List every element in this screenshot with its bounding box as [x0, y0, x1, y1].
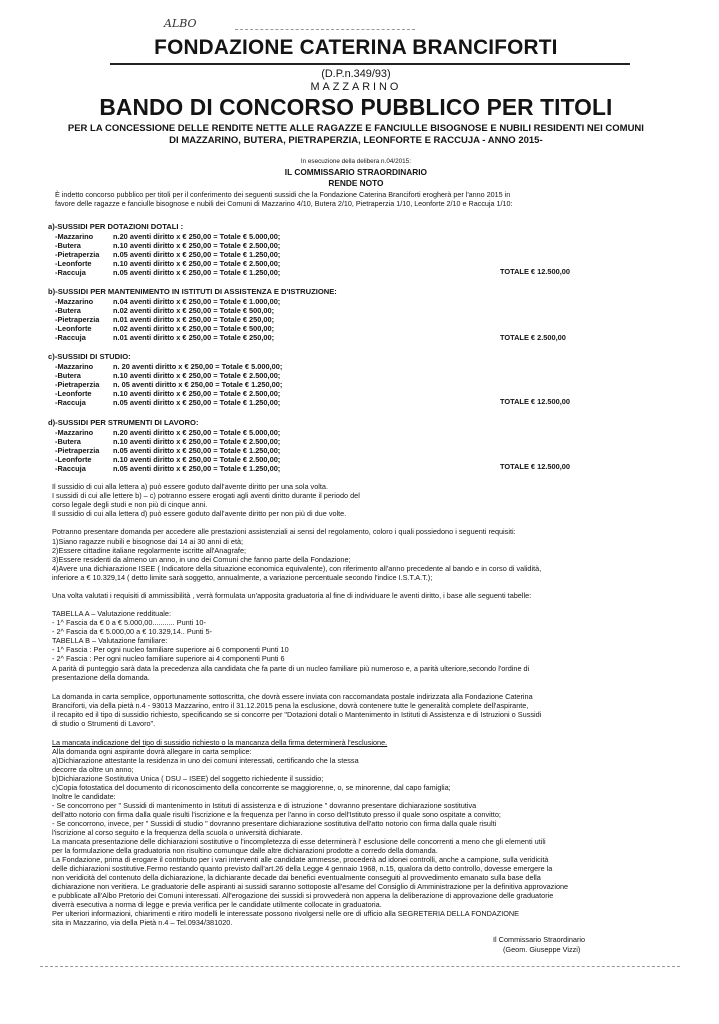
row-amount: n. 05 aventi diritto x € 250,00 = Totale € 1.250,00; [113, 380, 283, 389]
subsidy-row [55, 333, 274, 342]
town-name: -Butera [55, 371, 81, 380]
attachment-line: Inoltre le candidate: [52, 792, 116, 801]
row-amount: n. 20 aventi diritto x € 250,00 = Totale € 5.000,00; [113, 362, 283, 371]
table-a-title: TABELLA A – Valutazione reddituale: [52, 609, 171, 618]
subsidy-row [55, 297, 280, 306]
town-name: -Pietraperzia [55, 250, 100, 259]
execution-note: In esecuzione della delibera n.04/2015: [300, 158, 411, 165]
note-line: Il sussidio di cui alla lettera a) può essere goduto dall'avente diritto per una sola volta. [52, 482, 328, 491]
subsidy-row [55, 389, 280, 398]
requirements-intro: Potranno presentare domanda per accedere alle prestazioni assistenziali ai sensi del regolamento, coloro i quali possiedono i seguenti requisiti: [52, 527, 516, 536]
table-b-title: TABELLA B – Valutazione familiare: [52, 636, 168, 645]
row-amount: n.04 aventi diritto x € 250,00 = Totale € 1.000,00; [113, 297, 281, 306]
attachment-line: diverrà esecutiva a norma di legge e previa verifica per le candidate utilmente collocate in graduatoria. [52, 900, 382, 909]
attachment-line: delle dichiarazioni sostitutive.Fermo restando quanto previsto dall'art.26 della Legge 4 gennaio 1968, n.15, qualora da detto controllo, dovesse emergere la [52, 864, 553, 873]
attachment-line: - Se concorrono per " Sussidi di mantenimento in Istituti di assistenza e di istruzione " dovranno presentare dichiarazione sostitutiva [52, 801, 477, 810]
subsidy-row [55, 250, 280, 259]
handwritten-note: ALBO [164, 17, 197, 30]
subsidy-row [55, 324, 274, 333]
row-amount: n.10 aventi diritto x € 250,00 = Totale € 2.500,00; [113, 455, 281, 464]
requirement-item: 3)Essere residenti da almeno un anno, in uno dei Comuni che fanno parte della Fondazione; [52, 555, 351, 564]
subsidy-row [55, 315, 274, 324]
requirement-item: 4)Avere una dichiarazione ISEE ( Indicatore della situazione economica equivalente), con riferimento all'anno precedente al bando e in corso di validità, [52, 564, 542, 573]
foundation-name: FONDAZIONE CATERINA BRANCIFORTI [154, 36, 558, 59]
attachment-line: decorre da oltre un anno; [52, 765, 134, 774]
section-total: TOTALE € 12.500,00 [500, 267, 570, 276]
subsidy-row [55, 464, 280, 473]
town-name: -Mazzarino [55, 362, 94, 371]
tie-break-rule: A parità di punteggio sarà data la precedenza alla candidata che fa parte di un nucleo familiare più numeroso e, a parità ulteriore,secondo l'ordine di [52, 664, 530, 673]
row-amount: n.02 aventi diritto x € 250,00 = Totale € 500,00; [113, 306, 275, 315]
row-amount: n.05 aventi diritto x € 250,00 = Totale € 1.250,00; [113, 250, 281, 259]
requirement-item: 2)Essere cittadine italiane regolarmente iscritte all'Anagrafe; [52, 546, 247, 555]
attachment-line: b)Dichiarazione Sostitutiva Unica ( DSU – ISEE) del soggetto richiedente il sussidio; [52, 774, 324, 783]
row-amount: n.20 aventi diritto x € 250,00 = Totale € 5.000,00; [113, 232, 281, 241]
table-b-row: - 2^ Fascia : Per ogni nucleo familiare superiore ai 4 componenti Punti 6 [52, 654, 285, 663]
town-name: -Raccuja [55, 398, 86, 407]
note-line: Il sussidio di cui alla lettera d) può essere goduto dall'avente diritto per non più di due volte. [52, 509, 347, 518]
subsidy-row [55, 259, 280, 268]
town-name: -Pietraperzia [55, 446, 100, 455]
application-text: La domanda in carta semplice, opportunamente sottoscritta, che dovrà essere inviata con raccomandata postale indirizzata alla Fondazione Caterina [52, 692, 533, 701]
requirement-item: 1)Siano ragazze nubili e bisognose dai 14 ai 30 anni di età; [52, 537, 244, 546]
subsidy-row [55, 380, 282, 389]
row-amount: n.02 aventi diritto x € 250,00 = Totale € 500,00; [113, 324, 275, 333]
city-name: MAZZARINO [310, 81, 402, 93]
application-text: di studio o Strumenti di Lavoro". [52, 719, 156, 728]
attachment-line: a)Dichiarazione attestante la residenza in uno dei comuni interessati, certificando che la stessa [52, 756, 359, 765]
row-amount: n.05 aventi diritto x € 250,00 = Totale € 1.250,00; [113, 398, 281, 407]
section-title: d)-SUSSIDI PER STRUMENTI DI LAVORO: [48, 418, 199, 427]
section-title: b)-SUSSIDI PER MANTENIMENTO IN ISTITUTI DI ASSISTENZA E D'ISTRUZIONE: [48, 287, 337, 296]
exclusion-heading: La mancata indicazione del tipo di sussidio richiesto o la mancanza della firma determinerà l'esclusione. [52, 738, 388, 747]
section-total: TOTALE € 12.500,00 [500, 397, 570, 406]
attachment-line: dell'atto notorio con firma dalla quale risulti l'iscrizione e la frequenza per l'anno in corso dell'Istituto presso il quale sono ospitate a convitto; [52, 810, 501, 819]
note-line: I sussidi di cui alle lettere b) – c) potranno essere erogati agli aventi diritto durante il periodo del [52, 491, 360, 500]
town-name: -Butera [55, 241, 81, 250]
signature-role: Il Commissario Straordinario [493, 935, 586, 944]
tie-break-rule: presentazione della domanda. [52, 673, 150, 682]
application-text: il recapito ed il tipo di sussidio richiesto, specificando se si concorre per "Dotazioni dotali o Mantenimento in Istituti di Assistenza e di Istruzioni o Sussidi [52, 710, 542, 719]
row-amount: n.05 aventi diritto x € 250,00 = Totale € 1.250,00; [113, 268, 281, 277]
subtitle-line-1: PER LA CONCESSIONE DELLE RENDITE NETTE ALLE RAGAZZE E FANCIULLE BISOGNOSE E NUBILI RESIDENTI NEI COMUNI [67, 123, 644, 134]
table-a-row: - 1^ Fascia da € 0 a € 5.000,00........... Punti 10- [52, 618, 206, 627]
section-total: TOTALE € 2.500,00 [500, 333, 566, 342]
town-name: -Leonforte [55, 259, 92, 268]
attachment-line: c)Copia fotostatica del documento di riconoscimento della concorrente se maggiorenne, o, se minorenne, dal capo famiglia; [52, 783, 451, 792]
attachment-line: Per ulteriori informazioni, chiarimenti e ritiro modelli le interessate possono rivolgersi nelle ore di ufficio alla SEGRETERIA DELLA FONDAZIONE [52, 909, 520, 918]
subsidy-row [55, 241, 280, 250]
subsidy-row [55, 446, 280, 455]
section-title: a)-SUSSIDI PER DOTAZIONI DOTALI : [48, 222, 184, 231]
town-name: -Raccuja [55, 268, 86, 277]
attachment-line: La Fondazione, prima di erogare il contributo per i vari interventi alle candidate ammesse, procederà ad idonei controlli, anche a campione, sulla veridicità [52, 855, 549, 864]
row-amount: n.01 aventi diritto x € 250,00 = Totale € 250,00; [113, 333, 275, 342]
intro-text-1: È indetto concorso pubblico per titoli per il conferimento dei seguenti sussidi che la Fondazione Caterina Branciforti erogherà per l'anno 2015 in [55, 190, 511, 199]
table-a-row: - 2^ Fascia da € 5.000,00 a € 10.329,14.. Punti 5- [52, 627, 213, 636]
attachment-line: La mancata presentazione delle dichiarazioni sostitutive o l'incompletezza di esse determinerà l' esclusione delle concorrenti a meno che gli elementi utili [52, 837, 546, 846]
town-name: -Pietraperzia [55, 380, 100, 389]
subsidy-row [55, 306, 274, 315]
scan-artifact-line [235, 29, 415, 30]
row-amount: n.10 aventi diritto x € 250,00 = Totale € 2.500,00; [113, 259, 281, 268]
rende-noto-heading: RENDE NOTO [328, 178, 384, 188]
town-name: -Raccuja [55, 464, 86, 473]
attachment-line: l'iscrizione al corso seguito e la frequenza della scuola o università dichiarate. [52, 828, 303, 837]
attachment-line: - Se concorrono, invece, per " Sussidi di studio " dovranno presentare dichiarazione sostitutiva dell'atto notorio con firma dalla quale risulti [52, 819, 497, 828]
town-name: -Mazzarino [55, 297, 94, 306]
table-b-row: - 1^ Fascia : Per ogni nucleo familiare superiore ai 6 componenti Punti 10 [52, 645, 289, 654]
foundation-underline [110, 63, 630, 65]
town-name: -Mazzarino [55, 428, 94, 437]
subtitle-line-2: DI MAZZARINO, BUTERA, PIETRAPERZIA, LEONFORTE E RACCUJA - ANNO 2015- [169, 135, 543, 146]
town-name: -Leonforte [55, 455, 92, 464]
attachment-line: e pubblicate all'Albo Pretorio dei Comuni interessati. All'erogazione dei sussidi si provvederà non appena la deliberazione di approvazione delle graduatorie [52, 891, 554, 900]
attachment-line: dichiarazione non veritiera. Le graduatorie delle aspiranti ai sussidi saranno sottoposte all'esame del Consiglio di Amministrazione per la definitiva approvazione [52, 882, 569, 891]
town-name: -Mazzarino [55, 232, 94, 241]
attachment-line: sita in Mazzarino, via della Pietà n.4 – Tel.0934/381020. [52, 918, 233, 927]
row-amount: n.10 aventi diritto x € 250,00 = Totale € 2.500,00; [113, 437, 281, 446]
town-name: -Leonforte [55, 324, 92, 333]
subsidy-row [55, 371, 280, 380]
row-amount: n.10 aventi diritto x € 250,00 = Totale € 2.500,00; [113, 241, 281, 250]
evaluation-text: Una volta valutati i requisiti di ammissibilità , verrà formulata un'apposita graduatoria al fine di individuare le aventi diritto, i base alle seguenti tabelle: [52, 591, 532, 600]
town-name: -Raccuja [55, 333, 86, 342]
subsidy-row [55, 398, 280, 407]
subsidy-row [55, 362, 282, 371]
section-total: TOTALE € 12.500,00 [500, 462, 570, 471]
scan-artifact-line [40, 966, 680, 967]
subsidy-row [55, 232, 280, 241]
town-name: -Pietraperzia [55, 315, 100, 324]
town-name: -Leonforte [55, 389, 92, 398]
requirement-item: inferiore a € 10.329,14 ( detto limite sarà soggetto, annualmente, a variazione percentuale secondo l'indice I.S.T.A.T.); [52, 573, 433, 582]
subsidy-row [55, 268, 280, 277]
section-title: c)-SUSSIDI DI STUDIO: [48, 352, 131, 361]
row-amount: n.10 aventi diritto x € 250,00 = Totale € 2.500,00; [113, 389, 281, 398]
attachment-line: non veridicità del contenuto della dichiarazione, la dichiarante decade dai benefici eventualmente conseguiti al provvedimento emanato sulla base della [52, 873, 541, 882]
attachment-line: Alla domanda ogni aspirante dovrà allegare in carta semplice: [52, 747, 252, 756]
document-title: BANDO DI CONCORSO PUBBLICO PER TITOLI [99, 94, 613, 120]
signature-name: (Geom. Giuseppe Vizzi) [503, 945, 581, 954]
town-name: -Butera [55, 306, 81, 315]
town-name: -Butera [55, 437, 81, 446]
application-text: Branciforti, via della pietà n.4 - 93013 Mazzarino, entro il 31.12.2015 pena la esclusione, dovrà contenere tutte le generalità complete dell'aspirante, [52, 701, 529, 710]
row-amount: n.01 aventi diritto x € 250,00 = Totale € 250,00; [113, 315, 275, 324]
intro-text-2: favore delle ragazze e fanciulle bisognose e nubili dei Comuni di Mazzarino 4/10, Butera 2/10, Pietraperzia 1/10, Leonforte 2/10 e Raccuja 1/10: [55, 199, 513, 208]
attachment-line: per la formulazione della graduatoria non risultino comunque dalle altre dichiarazioni prodotte a corredo della domanda. [52, 846, 438, 855]
subsidy-row [55, 455, 280, 464]
decree-number: (D.P.n.349/93) [321, 68, 391, 80]
row-amount: n.05 aventi diritto x € 250,00 = Totale € 1.250,00; [113, 464, 281, 473]
note-line: corso legale degli studi e non più di cinque anni. [52, 500, 208, 509]
subsidy-row [55, 428, 280, 437]
row-amount: n.20 aventi diritto x € 250,00 = Totale € 5.000,00; [113, 428, 281, 437]
commissioner-heading: IL COMMISSARIO STRAORDINARIO [284, 167, 427, 177]
row-amount: n.05 aventi diritto x € 250,00 = Totale € 1.250,00; [113, 446, 281, 455]
row-amount: n.10 aventi diritto x € 250,00 = Totale € 2.500,00; [113, 371, 281, 380]
subsidy-row [55, 437, 280, 446]
